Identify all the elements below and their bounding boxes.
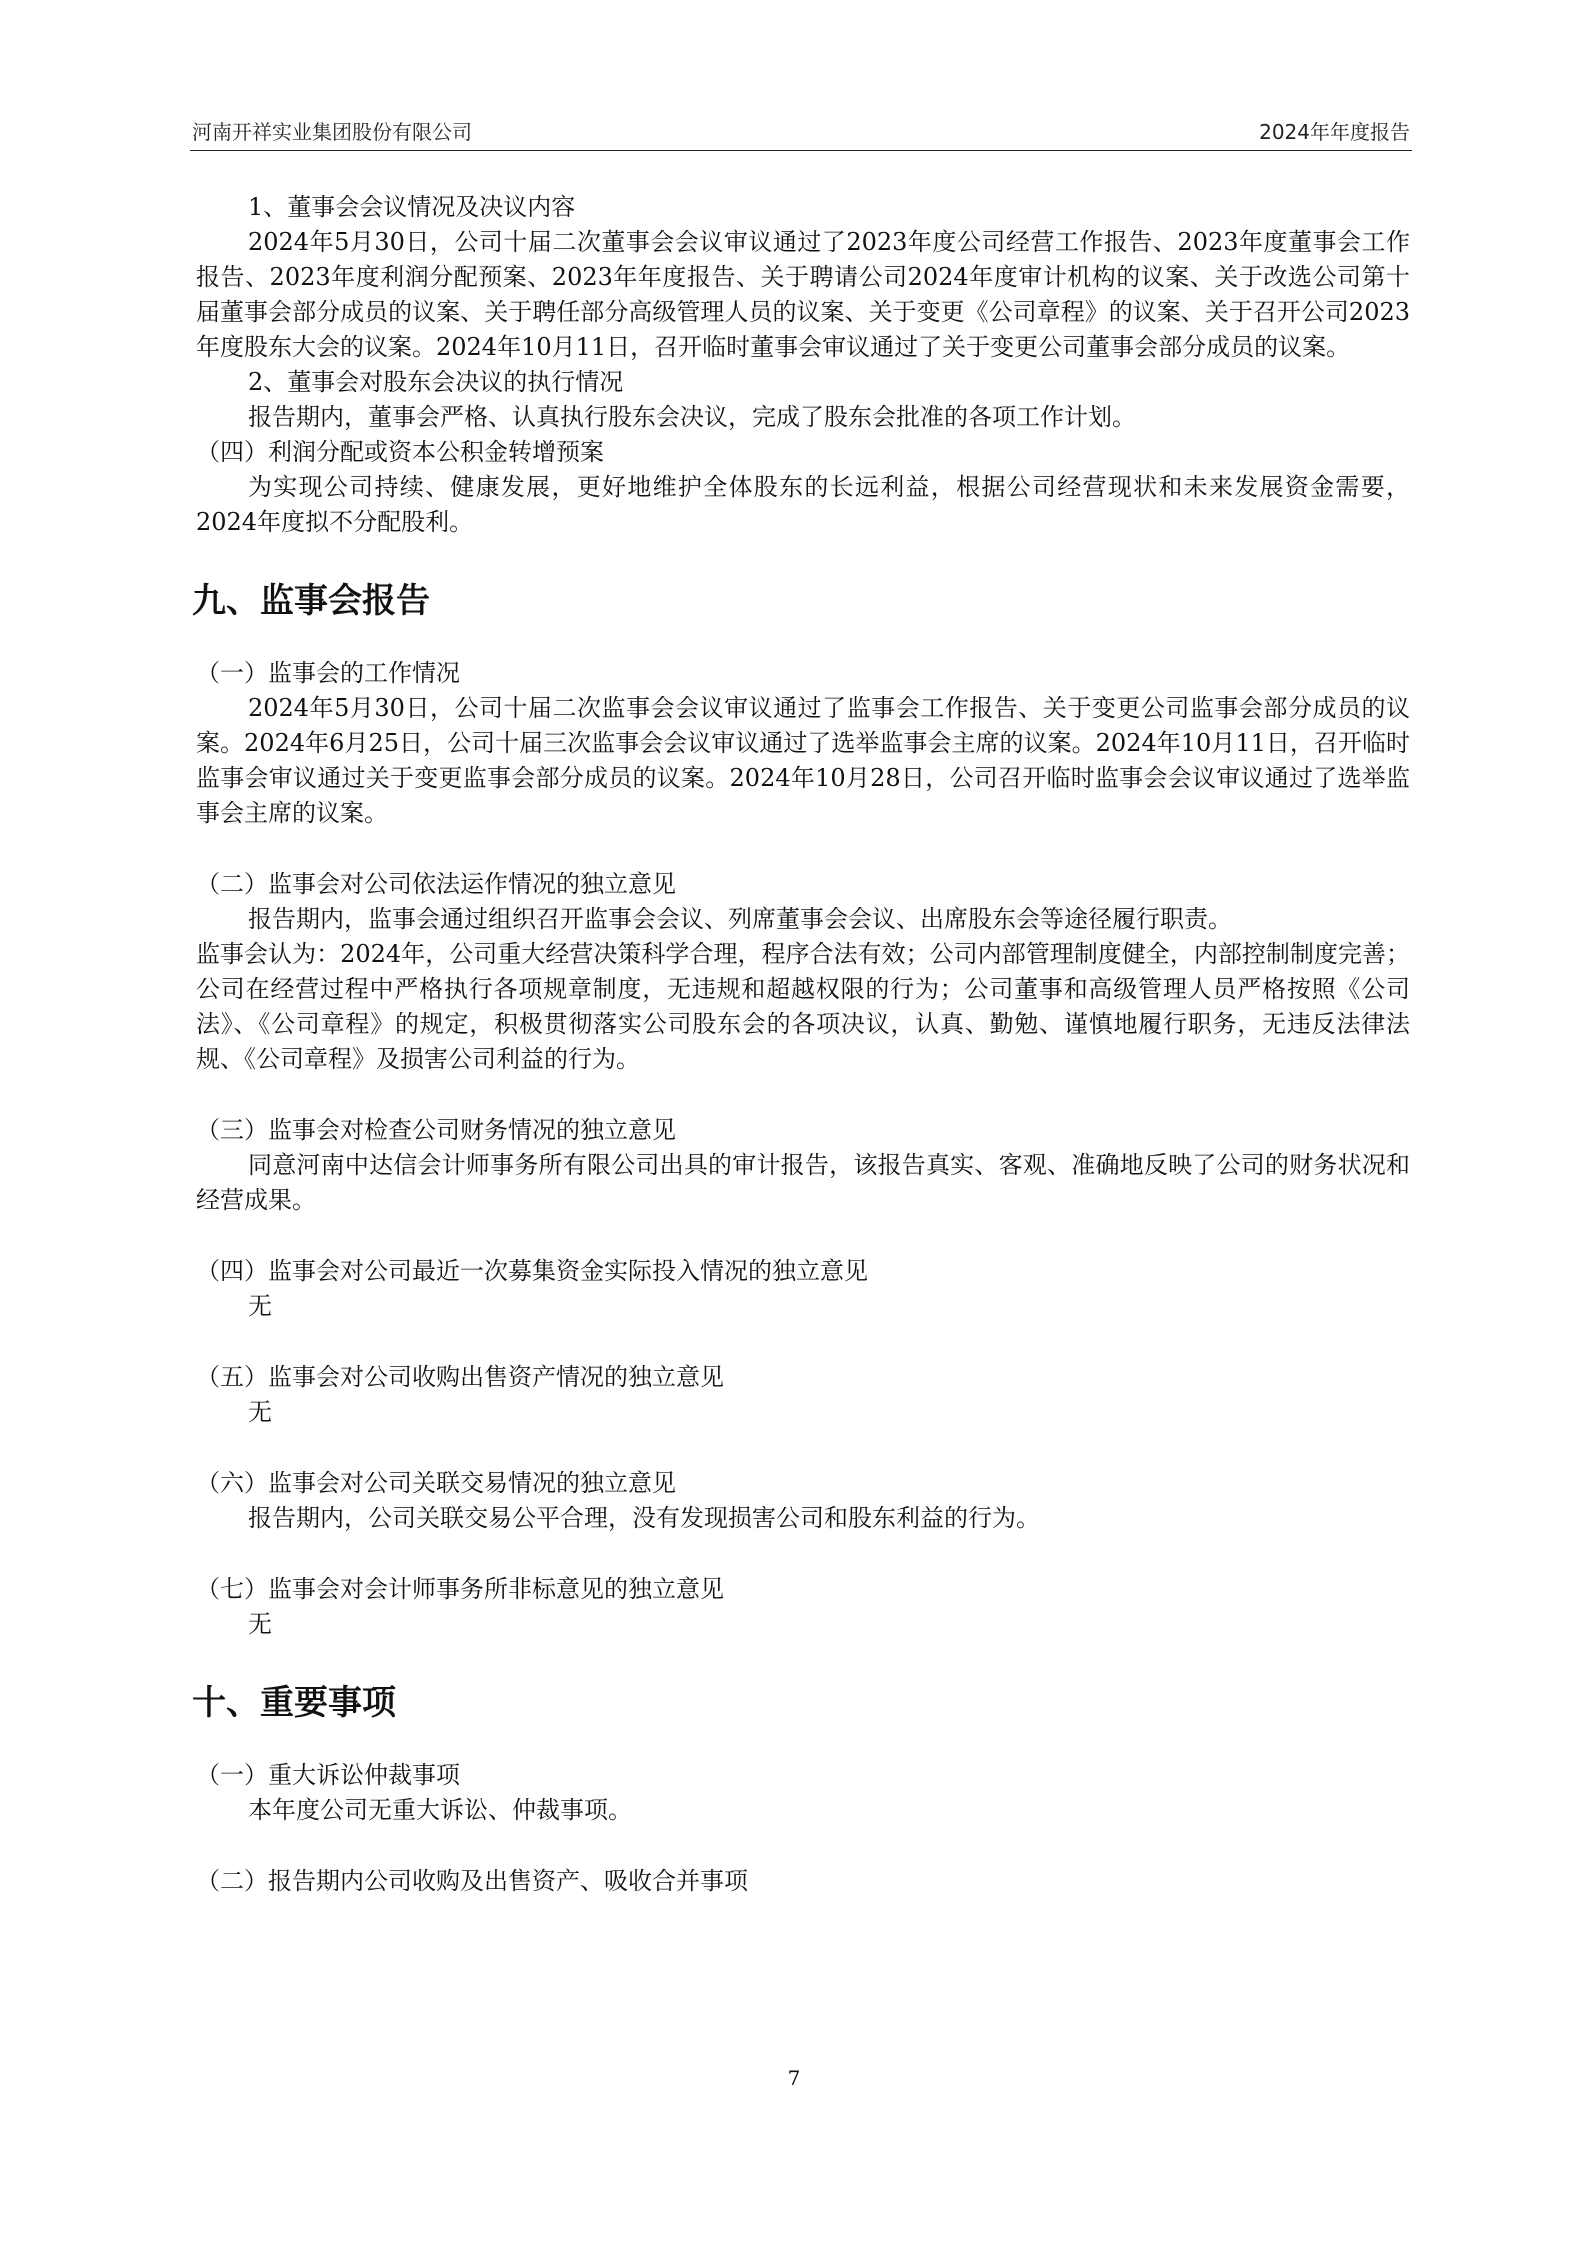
sup4-heading: （四）监事会对公司最近一次募集资金实际投入情况的独立意见 <box>196 1257 868 1285</box>
sup3-heading: （三）监事会对检查公司财务情况的独立意见 <box>196 1116 676 1144</box>
sup4-text: 无 <box>248 1292 272 1320</box>
header-company-name: 河南开祥实业集团股份有限公司 <box>192 120 472 144</box>
board-meeting-heading: 1、董事会会议情况及决议内容 <box>248 193 576 221</box>
sup6-text: 报告期内，公司关联交易公平合理，没有发现损害公司和股东利益的行为。 <box>248 1504 1040 1532</box>
supervisor-section-title: 九、监事会报告 <box>192 581 430 621</box>
sup2-text1: 报告期内，监事会通过组织召开监事会会议、列席董事会会议、出席股东会等途径履行职责。 <box>248 905 1232 933</box>
imp1-heading: （一）重大诉讼仲裁事项 <box>196 1761 460 1789</box>
sup6-heading: （六）监事会对公司关联交易情况的独立意见 <box>196 1469 676 1497</box>
important-section-title: 十、重要事项 <box>192 1683 396 1723</box>
header-report-title: 2024年年度报告 <box>1259 120 1410 144</box>
sup5-text: 无 <box>248 1398 272 1426</box>
sup5-heading: （五）监事会对公司收购出售资产情况的独立意见 <box>196 1363 724 1391</box>
sup2-heading: （二）监事会对公司依法运作情况的独立意见 <box>196 870 676 898</box>
profit-heading: （四）利润分配或资本公积金转增预案 <box>196 438 604 466</box>
sup7-heading: （七）监事会对会计师事务所非标意见的独立意见 <box>196 1575 724 1603</box>
sup3-text: 同意河南中达信会计师事务所有限公司出具的审计报告，该报告真实、客观、准确地反映了公司的财务状况和经营成果。 <box>196 1151 1410 1214</box>
page-header <box>190 112 1412 151</box>
board-meeting-text: 2024年5月30日，公司十届二次董事会会议审议通过了2023年度公司经营工作报告、2023年度董事会工作报告、2023年度利润分配预案、2023年年度报告、关于聘请公司2024年度审计机构的议案、关于改选公司第十届董事会部分成员的议案、关于聘任部分高级管理人员的议案、关于变更《公司章程》的议案、关于召开公司2023年度股东大会的议案。2024年10月11日，召开临时董事会审议通过了关于变更公司董事会部分成员的议案。 <box>196 228 1410 361</box>
board-exec-heading: 2、董事会对股东会决议的执行情况 <box>248 368 624 396</box>
imp1-text: 本年度公司无重大诉讼、仲裁事项。 <box>248 1796 632 1824</box>
imp2-heading: （二）报告期内公司收购及出售资产、吸收合并事项 <box>196 1867 748 1895</box>
profit-text: 为实现公司持续、健康发展，更好地维护全体股东的长远利益，根据公司经营现状和未来发展资金需要，2024年度拟不分配股利。 <box>196 473 1410 536</box>
sup1-text: 2024年5月30日，公司十届二次监事会会议审议通过了监事会工作报告、关于变更公司监事会部分成员的议案。2024年6月25日，公司十届三次监事会会议审议通过了选举监事会主席的议案。2024年10月11日，召开临时监事会审议通过关于变更监事会部分成员的议案。2024年10月28日，公司召开临时监事会会议审议通过了选举监事会主席的议案。 <box>196 694 1410 827</box>
board-exec-text: 报告期内，董事会严格、认真执行股东会决议，完成了股东会批准的各项工作计划。 <box>248 403 1136 431</box>
page-body <box>192 190 1410 1899</box>
sup1-heading: （一）监事会的工作情况 <box>196 659 460 687</box>
page-number: 7 <box>787 2066 801 2090</box>
sup7-text: 无 <box>248 1610 272 1638</box>
sup2-text2: 监事会认为：2024年，公司重大经营决策科学合理，程序合法有效；公司内部管理制度健全，内部控制制度完善；公司在经营过程中严格执行各项规章制度，无违规和超越权限的行为；公司董事和高级管理人员严格按照《公司法》、《公司章程》的规定，积极贯彻落实公司股东会的各项决议，认真、勤勉、谨慎地履行职务，无违反法律法规、《公司章程》及损害公司利益的行为。 <box>196 940 1410 1073</box>
